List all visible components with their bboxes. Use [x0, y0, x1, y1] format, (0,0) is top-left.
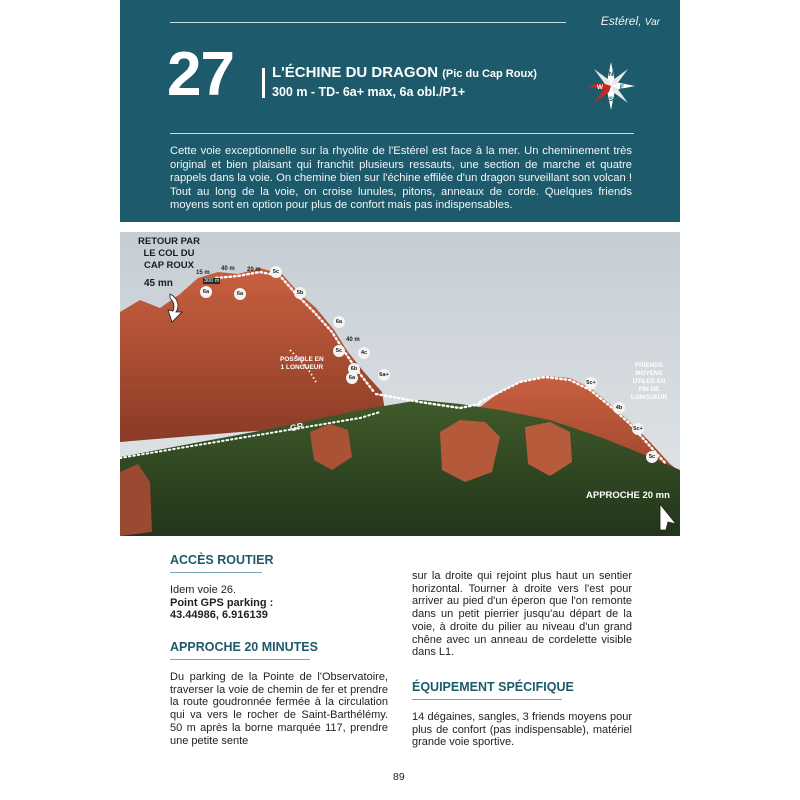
- length-label: 15 m: [196, 270, 210, 276]
- topo-photo: [120, 232, 680, 536]
- equipement-title-rule: [412, 699, 562, 700]
- acces-title: ACCÈS ROUTIER: [170, 553, 274, 567]
- intro-text: Cette voie exceptionnelle sur la rhyolite de l'Estérel est face à la mer. Un cheminement très original et bien plaisant qui franchit plusieurs ressauts, une section de marche et quatre rappels dans la voie. On chemine bien sur l'échine effilée d'un dragon surveillant son volcan ! Tout au long de la voie, on croise lunules, pitons, anneaux de corde. Quelques friends moyens sont en option pour plus de confort mais pas indispensables.: [170, 145, 632, 212]
- title-bar: [262, 68, 265, 98]
- compass-w: W: [596, 84, 604, 91]
- grade-marker: 5c: [270, 266, 282, 278]
- equipement-text: 14 dégaines, sangles, 3 friends moyens pour plus de confort (pas indispensable), matériel grande voie sportive.: [412, 711, 632, 749]
- retour-line-1: RETOUR PAR: [138, 236, 200, 247]
- grade-marker: 5c: [333, 345, 345, 357]
- route-subname: (Pic du Cap Roux): [442, 68, 537, 80]
- height-box: 300 m: [204, 278, 220, 284]
- approche-text-col1: Du parking de la Pointe de l'Observatoire, traverser la voie de chemin de fer et prendre la route goudronnée fermée à la circulation qui va vers le rocher de Saint-Barthélémy. 50 m après la borne marquée 117, prendre une petite sente: [170, 671, 388, 747]
- acces-title-rule: [170, 572, 262, 573]
- friends-line-3: UTILES EN: [632, 378, 666, 385]
- grade-marker: 6a: [200, 286, 212, 298]
- friends-line-2: MOYENS: [635, 370, 663, 377]
- possible-line-1: POSSIBLE EN: [280, 356, 324, 363]
- equipement-title: ÉQUIPEMENT SPÉCIFIQUE: [412, 680, 574, 694]
- grade-marker: 5c+: [632, 423, 644, 435]
- page-number: 89: [393, 771, 405, 783]
- retour-label: [138, 236, 200, 272]
- route-name: L'ÉCHINE DU DRAGON: [272, 64, 439, 81]
- friends-line-1: FRIENDS: [635, 362, 663, 369]
- compass-rose-icon: [585, 60, 637, 112]
- grade-marker: 5c+: [585, 377, 597, 389]
- retour-time: 45 mn: [144, 278, 173, 289]
- grade-marker: 5c: [646, 451, 658, 463]
- route-number: 27: [167, 40, 234, 109]
- compass-e: E: [619, 84, 625, 91]
- gps-label: Point GPS parking :: [170, 596, 274, 609]
- compass-n: N: [608, 71, 614, 78]
- length-label: 40 m: [346, 337, 360, 343]
- grade-marker: 6a: [346, 372, 358, 384]
- route-title: [272, 64, 537, 81]
- grade-marker: 5b: [294, 287, 306, 299]
- grade-marker: 4c: [358, 347, 370, 359]
- length-label: 40 m: [221, 266, 235, 272]
- header-rule-mid: [170, 133, 634, 134]
- grade-marker: 6a+: [378, 369, 390, 381]
- friends-line-5: LONGUEUR: [631, 394, 668, 401]
- grade-marker: 6a: [333, 316, 345, 328]
- possible-line-2: 1 LONGUEUR: [280, 364, 324, 371]
- header-rule-top: [170, 22, 566, 23]
- region-label: [601, 14, 660, 28]
- region-name: Estérel,: [600, 14, 642, 28]
- compass-s: S: [608, 96, 614, 103]
- acces-idem: Idem voie 26.: [170, 584, 237, 596]
- region-dept: Var: [644, 17, 660, 28]
- route-header: [120, 0, 680, 222]
- gr-label: GR: [289, 420, 305, 434]
- approche-text-col2: sur la droite qui rejoint plus haut un sentier horizontal. Tourner à droite vers l'est pour arriver au pied d'un éperon que l'on remonte dans un petit pierrier jusqu'au départ de la voie, à droite du pilier au niveau d'un grand chêne avec un anneau de cordelette visible dans L1.: [412, 570, 632, 659]
- route-meta: 300 m - TD- 6a+ max, 6a obl./P1+: [272, 85, 466, 99]
- length-label: 20 m: [247, 267, 261, 273]
- approche-label: APPROCHE 20 mn: [586, 490, 670, 501]
- grade-marker: 6a: [234, 288, 246, 300]
- possible-note: [280, 356, 324, 372]
- gps-value: 43.44986, 6.916139: [170, 609, 268, 622]
- acces-text: [170, 584, 390, 622]
- grade-marker: 4b: [613, 402, 625, 414]
- retour-line-2: LE COL DU: [143, 248, 195, 259]
- retour-line-3: CAP ROUX: [143, 260, 194, 271]
- approche-title: APPROCHE 20 MINUTES: [170, 640, 318, 654]
- approche-title-rule: [170, 659, 310, 660]
- grade-marker: 6b: [348, 363, 360, 375]
- friends-line-4: FIN DE: [638, 386, 660, 393]
- friends-note: [631, 362, 667, 402]
